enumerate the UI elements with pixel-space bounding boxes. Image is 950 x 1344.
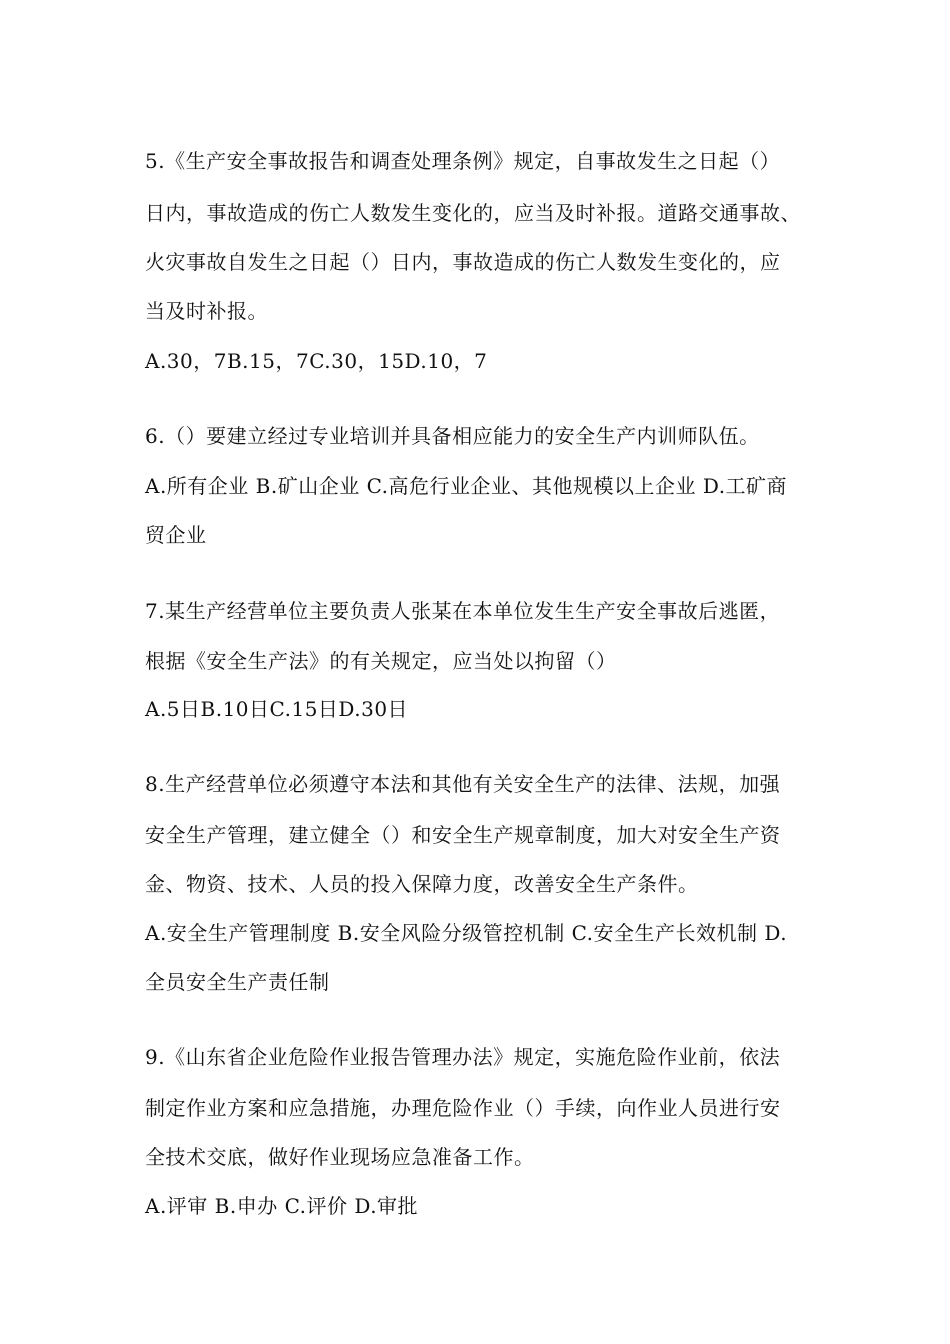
question-7-line-2: 根据《安全生产法》的有关规定，应当处以拘留（） (145, 649, 617, 673)
question-7-options: A.5日B.10日C.15日D.30日 (145, 697, 409, 721)
question-8-line-1: 8.生产经营单位必须遵守本法和其他有关安全生产的法律、法规，加强 (145, 772, 781, 796)
question-6-options-line-1: A.所有企业 B.矿山企业 C.高危行业企业、其他规模以上企业 D.工矿商 (145, 474, 788, 498)
question-5-line-2: 日内，事故造成的伤亡人数发生变化的，应当及时补报。道路交通事故、 (145, 201, 801, 225)
question-8-line-2: 安全生产管理，建立健全（）和安全生产规章制度，加大对安全生产资 (145, 823, 781, 847)
question-9-options: A.评审 B.申办 C.评价 D.审批 (145, 1194, 419, 1218)
question-8-options-line-1: A.安全生产管理制度 B.安全风险分级管控机制 C.安全生产长效机制 D. (145, 921, 788, 945)
question-6-options-line-2: 贸企业 (145, 523, 207, 547)
question-9-line-1: 9.《山东省企业危险作业报告管理办法》规定，实施危险作业前，依法 (145, 1045, 781, 1069)
question-5-line-3: 火灾事故自发生之日起（）日内，事故造成的伤亡人数发生变化的，应 (145, 250, 781, 274)
question-8-line-3: 金、物资、技术、人员的投入保障力度，改善安全生产条件。 (145, 872, 699, 896)
question-9-line-3: 全技术交底，做好作业现场应急准备工作。 (145, 1145, 535, 1169)
question-6-line-1: 6.（）要建立经过专业培训并具备相应能力的安全生产内训师队伍。 (145, 424, 760, 448)
question-8-options-line-2: 全员安全生产责任制 (145, 970, 330, 994)
question-9-line-2: 制定作业方案和应急措施，办理危险作业（）手续，向作业人员进行安 (145, 1096, 781, 1120)
question-5-line-1: 5.《生产安全事故报告和调查处理条例》规定，自事故发生之日起（） (145, 149, 781, 173)
question-7-line-1: 7.某生产经营单位主要负责人张某在本单位发生生产安全事故后逃匿， (145, 599, 781, 623)
question-5-options: A.30，7B.15，7C.30，15D.10，7 (145, 349, 488, 373)
question-5-line-4: 当及时补报。 (145, 299, 268, 323)
